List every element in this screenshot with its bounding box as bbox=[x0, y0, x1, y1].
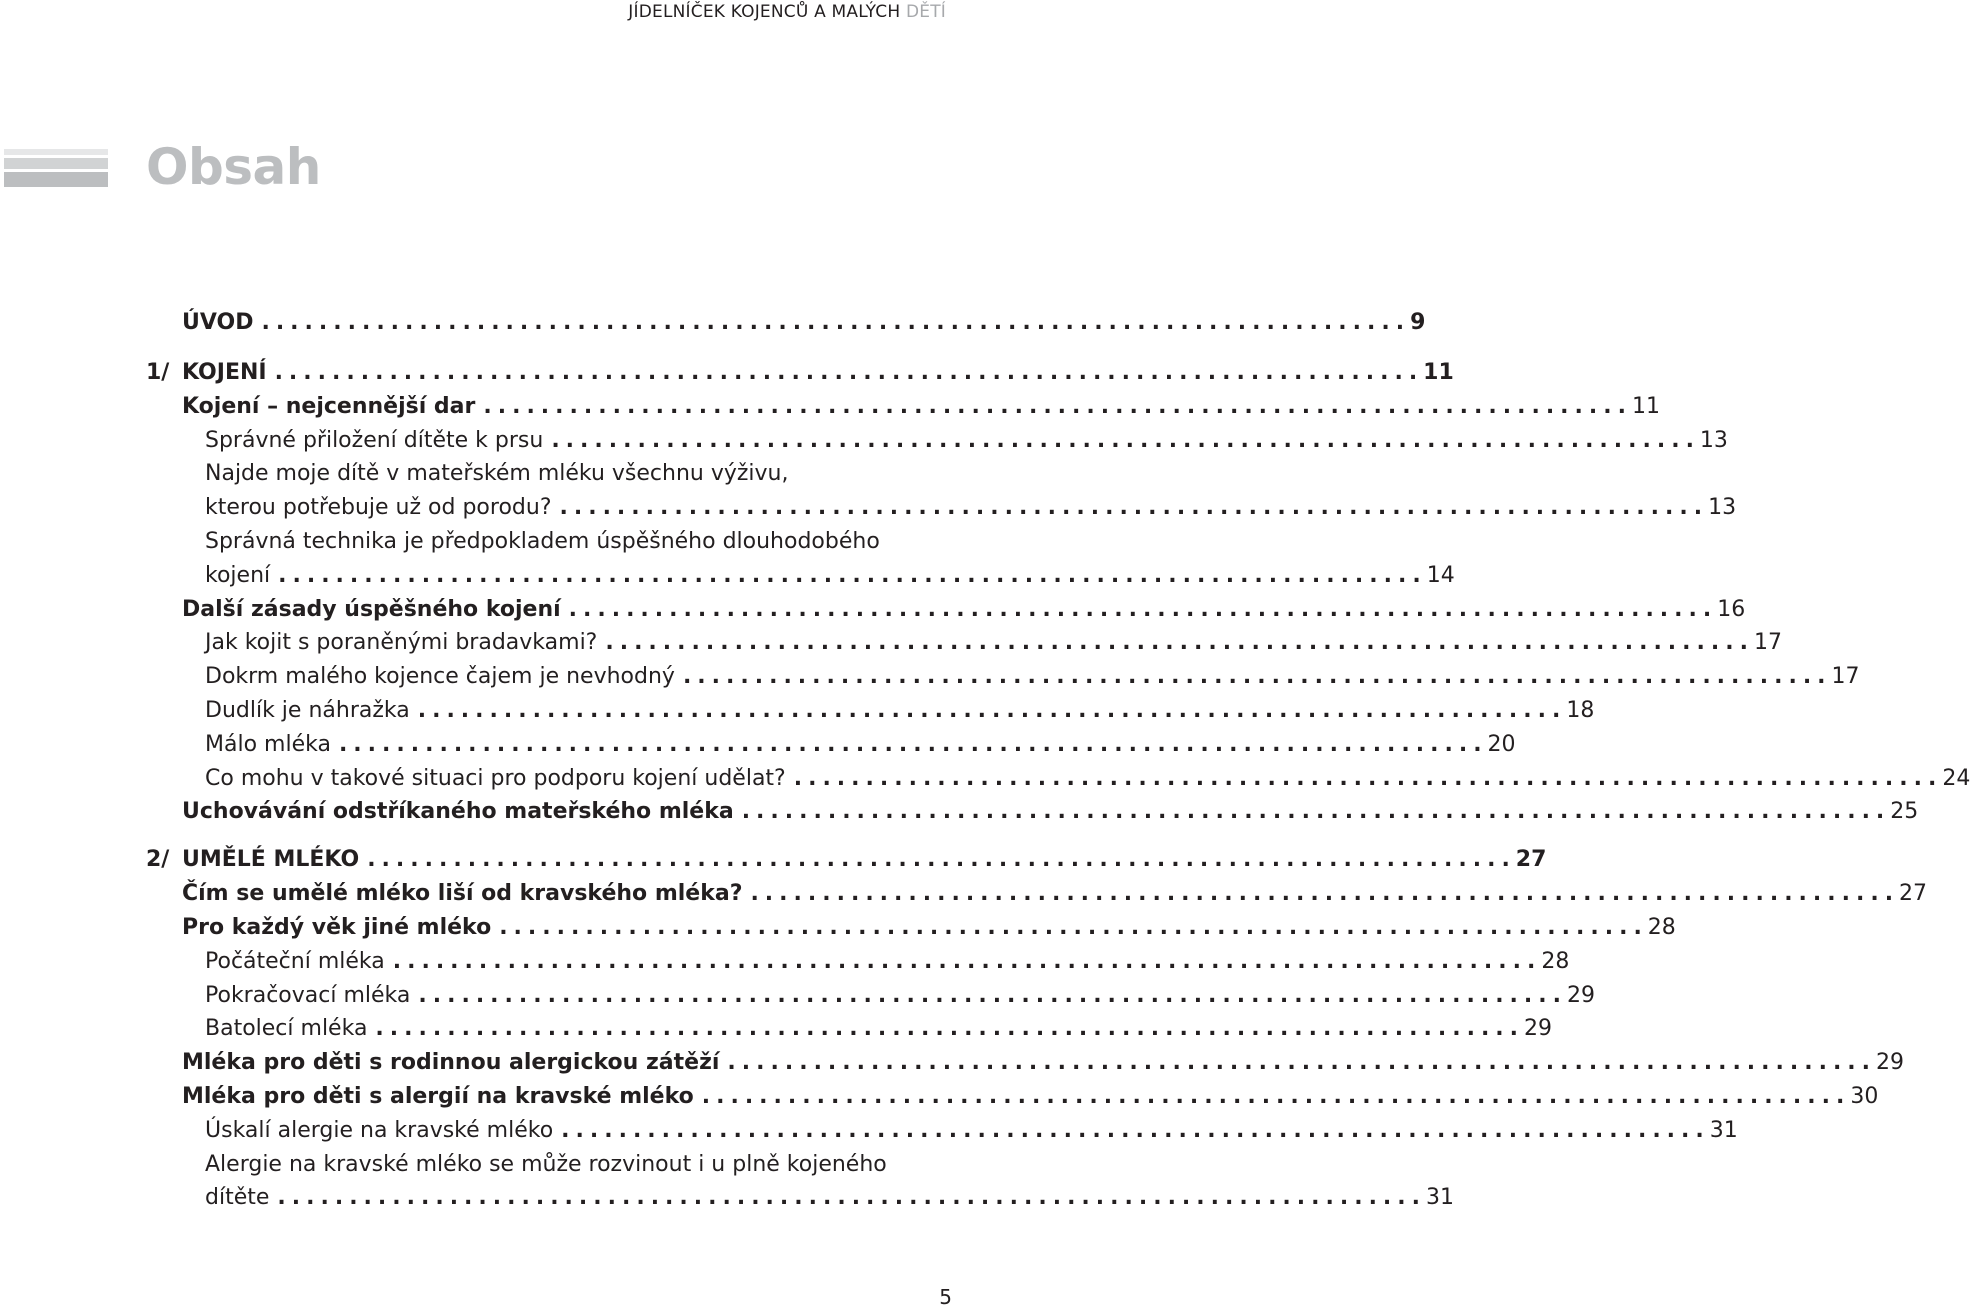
toc-leader-dots: ................................................................................ bbox=[750, 881, 1900, 907]
toc-page-number: 11 bbox=[1423, 360, 1454, 385]
toc-entry-line bbox=[205, 947, 1570, 977]
toc-entry-line bbox=[205, 1183, 1454, 1213]
toc-entry[interactable] bbox=[0, 943, 1570, 977]
toc-entry-line bbox=[182, 308, 1426, 338]
toc-entry-first-line bbox=[0, 455, 960, 489]
toc-entry-label: Uchovávání odstříkaného mateřského mléka bbox=[182, 797, 742, 827]
toc-entry[interactable] bbox=[0, 304, 1426, 338]
toc-leader-dots: ................................................................................ bbox=[559, 495, 1709, 521]
toc-entry-line bbox=[182, 358, 1454, 388]
toc-entry-line bbox=[205, 730, 1516, 760]
toc-entry-label: ÚVOD bbox=[182, 308, 261, 338]
toc-entry-line bbox=[205, 1014, 1553, 1044]
toc-leader-dots: ................................................................................ bbox=[392, 948, 1542, 974]
toc-entry-line bbox=[182, 797, 1919, 827]
toc-leader-dots: ................................................................................ bbox=[277, 1185, 1426, 1211]
toc-entry-line bbox=[205, 493, 1737, 523]
toc-page-number: 27 bbox=[1899, 881, 1928, 907]
toc-entry[interactable] bbox=[0, 692, 1595, 726]
toc-page-number: 28 bbox=[1541, 948, 1570, 974]
toc-leader-dots: ................................................................................ bbox=[551, 427, 1700, 453]
toc-entry-label: Kojení – nejcennější dar bbox=[182, 392, 483, 422]
toc-entry[interactable] bbox=[0, 388, 1660, 422]
toc-leader-dots: ................................................................................ bbox=[261, 310, 1411, 335]
toc-entry-label: Úskalí alergie na kravské mléko bbox=[205, 1116, 561, 1146]
toc-chapter-number: 2/ bbox=[146, 847, 170, 873]
toc-leader-dots: ................................................................................ bbox=[727, 1050, 1877, 1076]
toc-entry-line bbox=[182, 913, 1676, 943]
running-head-light: DĚTÍ bbox=[905, 2, 946, 22]
toc-entry-label: kterou potřebuje už od porodu? bbox=[205, 493, 560, 523]
toc-page-number: 29 bbox=[1876, 1050, 1905, 1076]
page-title: Obsah bbox=[146, 138, 321, 196]
toc-entry[interactable] bbox=[0, 793, 1919, 827]
toc-page-number: 16 bbox=[1717, 596, 1746, 622]
toc-entry[interactable] bbox=[0, 354, 1454, 388]
toc-entry[interactable] bbox=[0, 422, 1728, 456]
toc-entry[interactable] bbox=[0, 489, 1737, 523]
toc-page-number: 29 bbox=[1566, 982, 1595, 1008]
toc-leader-dots: ................................................................................ bbox=[338, 731, 1488, 757]
toc-entry-line bbox=[182, 595, 1746, 625]
toc-leader-dots: ................................................................................ bbox=[568, 596, 1718, 622]
toc-page-number: 30 bbox=[1850, 1084, 1879, 1109]
toc-entry-line bbox=[182, 845, 1547, 875]
toc-page-number: 31 bbox=[1709, 1117, 1738, 1143]
toc-entry-label: Jak kojit s poraněnými bradavkami? bbox=[205, 628, 605, 658]
toc-entry[interactable] bbox=[0, 591, 1746, 625]
toc-entry-label: Dokrm malého kojence čajem je nevhodný bbox=[205, 662, 683, 692]
toc-leader-dots: ................................................................................ bbox=[741, 799, 1891, 825]
title-decoration-bar bbox=[4, 149, 108, 187]
page-number: 5 bbox=[939, 1285, 952, 1309]
toc-entry[interactable] bbox=[0, 557, 1455, 591]
toc-entry-label: Pokračovací mléka bbox=[205, 981, 418, 1011]
toc-entry[interactable] bbox=[0, 1179, 1454, 1213]
toc-entry-label: Dudlík je náhražka bbox=[205, 696, 418, 726]
toc-entry-label: Batolecí mléka bbox=[205, 1014, 375, 1044]
toc-leader-dots: ................................................................................ bbox=[793, 765, 1943, 791]
toc-entry-line bbox=[205, 426, 1728, 456]
toc-leader-dots: ................................................................................ bbox=[375, 1016, 1525, 1042]
toc-entry[interactable] bbox=[0, 1112, 1738, 1146]
toc-entry[interactable] bbox=[0, 909, 1676, 943]
toc-entry-label-first-line: Alergie na kravské mléko se může rozvinout i u plně kojeného bbox=[205, 1151, 887, 1177]
toc-entry-line bbox=[205, 628, 1782, 658]
toc-entry-line bbox=[182, 1082, 1879, 1112]
toc-page-number: 17 bbox=[1831, 664, 1860, 690]
toc-leader-dots: ................................................................................ bbox=[483, 393, 1632, 419]
toc-entry-label: Mléka pro děti s rodinnou alergickou zátěží bbox=[182, 1048, 727, 1078]
toc-entry-line bbox=[205, 662, 1860, 692]
toc-page-number: 17 bbox=[1753, 630, 1782, 656]
toc-page-number: 14 bbox=[1426, 562, 1455, 588]
toc-entry-line bbox=[205, 1116, 1738, 1146]
toc-page-number: 11 bbox=[1631, 393, 1660, 419]
toc-entry-label-first-line: Správná technika je předpokladem úspěšného dlouhodobého bbox=[205, 529, 880, 554]
toc-leader-dots: ................................................................................ bbox=[561, 1117, 1710, 1143]
toc-page-number: 25 bbox=[1890, 799, 1919, 825]
toc-entry-line bbox=[205, 561, 1455, 591]
running-head bbox=[628, 2, 946, 22]
toc-page-number: 13 bbox=[1708, 495, 1737, 521]
toc-entry[interactable] bbox=[0, 658, 1860, 692]
toc-entry-line bbox=[205, 764, 1970, 794]
toc-page-number: 24 bbox=[1942, 765, 1970, 791]
toc-leader-dots: ................................................................................ bbox=[367, 847, 1516, 873]
toc-leader-dots: ................................................................................ bbox=[682, 664, 1832, 690]
toc-entry-label-first-line: Najde moje dítě v mateřském mléku všechnu výživu, bbox=[205, 461, 789, 487]
toc-entry[interactable] bbox=[0, 726, 1516, 760]
toc-entry[interactable] bbox=[0, 875, 1928, 909]
toc-leader-dots: ................................................................................ bbox=[701, 1084, 1851, 1109]
toc-entry-label: Čím se umělé mléko liší od kravského mléka? bbox=[182, 879, 750, 909]
toc-entry-line bbox=[205, 696, 1595, 726]
toc-entry-label: Pro každý věk jiné mléko bbox=[182, 913, 499, 943]
toc-entry-label: UMĚLÉ MLÉKO bbox=[182, 845, 367, 875]
toc-entry-line bbox=[205, 981, 1595, 1011]
toc-leader-dots: ................................................................................ bbox=[417, 698, 1567, 723]
toc-entry-label: Správné přiložení dítěte k prsu bbox=[205, 426, 551, 456]
toc-chapter-number: 1/ bbox=[146, 360, 170, 385]
toc-page-number: 9 bbox=[1410, 310, 1426, 335]
toc-entry-label: Mléka pro děti s alergií na kravské mléko bbox=[182, 1082, 702, 1112]
toc-entry-line bbox=[182, 1048, 1905, 1078]
toc-entry-first-line bbox=[0, 523, 960, 557]
toc-page-number: 27 bbox=[1515, 847, 1547, 873]
toc-entry-line bbox=[182, 879, 1928, 909]
toc-entry-label: Málo mléka bbox=[205, 730, 339, 760]
toc-leader-dots: ................................................................................ bbox=[274, 360, 1424, 385]
toc-entry-line bbox=[182, 392, 1660, 422]
toc-entry-first-line bbox=[0, 1146, 960, 1180]
toc-page-number: 31 bbox=[1426, 1185, 1454, 1211]
toc-entry[interactable] bbox=[0, 841, 1547, 875]
toc-entry-label: Co mohu v takové situaci pro podporu kojení udělat? bbox=[205, 764, 794, 794]
toc-leader-dots: ................................................................................ bbox=[605, 630, 1754, 656]
toc-page-number: 20 bbox=[1487, 731, 1516, 757]
toc-page-number: 29 bbox=[1524, 1016, 1553, 1042]
toc-entry-label: KOJENÍ bbox=[182, 358, 275, 388]
running-head-main: JÍDELNÍČEK KOJENCŮ A MALÝCH bbox=[628, 2, 906, 22]
toc-entry[interactable] bbox=[0, 1078, 1879, 1112]
toc-entry-label: Počáteční mléka bbox=[205, 947, 393, 977]
toc-page-number: 28 bbox=[1647, 915, 1676, 940]
toc-page-number: 18 bbox=[1566, 698, 1595, 723]
toc-entry[interactable] bbox=[0, 1044, 1905, 1078]
toc-page-number: 13 bbox=[1699, 427, 1728, 453]
toc-leader-dots: ................................................................................ bbox=[278, 562, 1427, 588]
toc-entry-label: kojení bbox=[205, 561, 278, 591]
toc-entry[interactable] bbox=[0, 977, 1595, 1011]
toc-entry[interactable] bbox=[0, 1010, 1553, 1044]
toc-leader-dots: ................................................................................ bbox=[499, 915, 1648, 940]
toc-entry[interactable] bbox=[0, 624, 1782, 658]
toc-entry-label: dítěte bbox=[205, 1183, 277, 1213]
toc-leader-dots: ................................................................................ bbox=[418, 982, 1567, 1008]
toc-entry-label: Další zásady úspěšného kojení bbox=[182, 595, 569, 625]
toc-entry[interactable] bbox=[0, 760, 1970, 794]
